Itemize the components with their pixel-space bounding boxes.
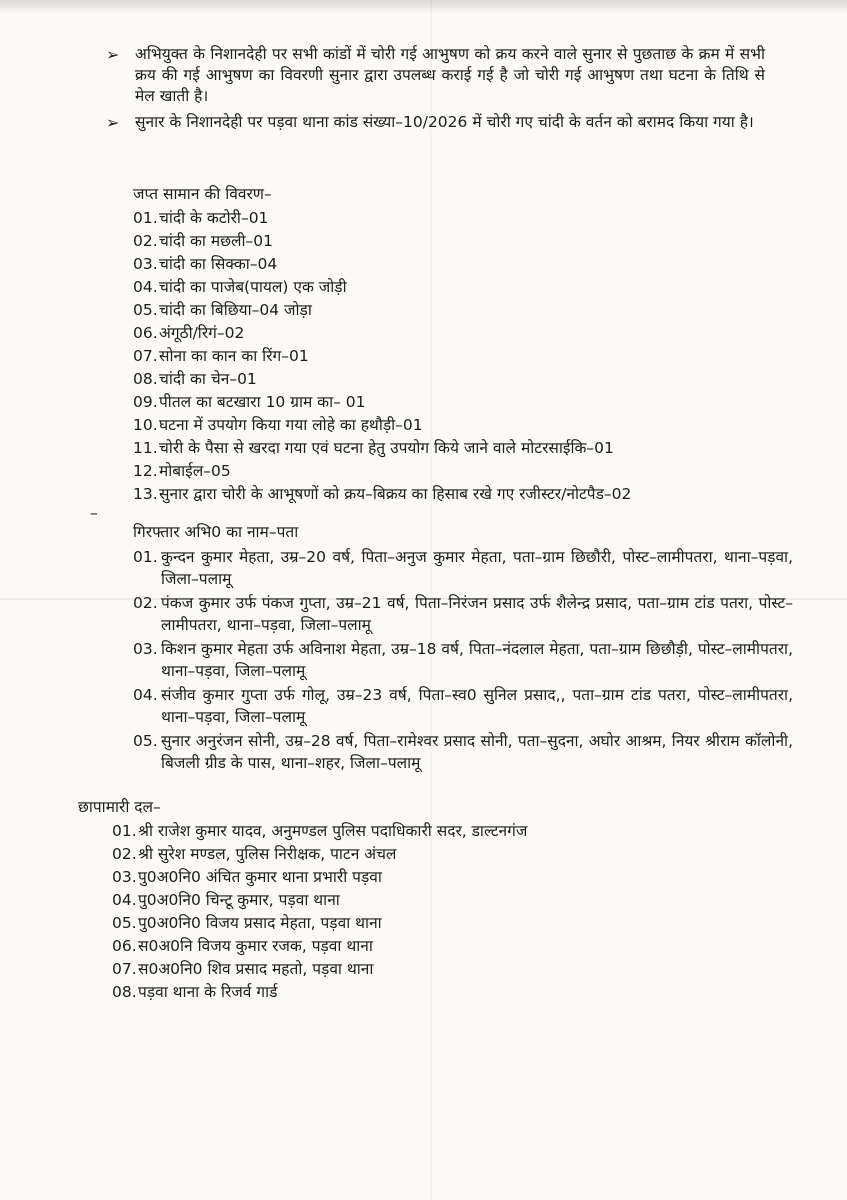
member-number: 03.	[112, 868, 137, 886]
raid-team-heading: छापामारी दल–	[78, 798, 161, 816]
member-text: पु0अ0नि0 अंचित कुमार थाना प्रभारी पड़वा	[138, 868, 382, 886]
item-text: पीतल का बटखारा 10 ग्राम का– 01	[159, 393, 366, 411]
bullet-paragraph-1: अभियुक्त के निशानदेही पर सभी कांडों में चोरी गई आभुषण को क्रय करने वाले सुनार से पुछताछ के क्रम में सभी क्रय की गई आभुषण का विवरणी सुनार द्वारा उपलब्ध कराई गई है जो चोरी गई आभुषण तथा घटना के तिथि से मेल खाती है।	[135, 45, 765, 105]
item-number: 03.	[133, 255, 158, 273]
member-number: 08.	[112, 983, 137, 1001]
member-number: 02.	[112, 845, 137, 863]
item-text: चांदी के कटोरी–01	[159, 209, 269, 227]
item-text: चांदी का पाजेब(पायल) एक जोड़ी	[159, 278, 347, 296]
member-text: स0अ0नि0 शिव प्रसाद महतो, पड़वा थाना	[138, 960, 374, 978]
item-number: 02.	[133, 232, 158, 250]
bullet-paragraph-2: सुनार के निशानदेही पर पड़वा थाना कांड संख्या–10/2026 में चोरी गए चांदी के वर्तन को बरामद किया गया है।	[135, 113, 754, 131]
member-text: पु0अ0नि0 विजय प्रसाद मेहता, पड़वा थाना	[138, 914, 382, 932]
entry-number: 03.	[133, 640, 158, 658]
member-number: 04.	[112, 891, 137, 909]
item-text: सोना का कान का रिंग–01	[159, 347, 309, 365]
member-text: श्री सुरेश मण्डल, पुलिस निरीक्षक, पाटन अंचल	[138, 845, 397, 863]
item-text: सुनार द्वारा चोरी के आभूषणों को क्रय–बिक्रय का हिसाब रखे गए रजीस्टर/नोटपैड–02	[159, 485, 632, 503]
entry-number: 02.	[133, 594, 158, 612]
item-number: 08.	[133, 370, 158, 388]
entry-number: 04.	[133, 686, 158, 704]
member-number: 01.	[112, 822, 137, 840]
entry-text: पंकज कुमार उर्फ पंकज गुप्ता, उम्र–21 वर्ष, पिता–निरंजन प्रसाद उर्फ शैलेन्द्र प्रसाद, पता–ग्राम टांड पतरा, पोस्ट–लामीपतरा, थाना–पड़वा, जिला–पलामू	[161, 594, 793, 634]
member-text: पड़वा थाना के रिजर्व गार्ड	[138, 983, 278, 1001]
item-text: चोरी के पैसा से खरदा गया एवं घटना हेतु उपयोग किये जाने वाले मोटरसाईकि–01	[159, 439, 614, 457]
item-number: 09.	[133, 393, 158, 411]
entry-text: संजीव कुमार गुप्ता उर्फ गोलू, उम्र–23 वर्ष, पिता–स्व0 सुनिल प्रसाद,, पता–ग्राम टांड पतरा, पोस्ट–लामीपतरा, थाना–पड़वा, जिला–पलामू	[161, 686, 793, 726]
item-text: मोबाईल–05	[159, 462, 231, 480]
member-text: पु0अ0नि0 चिन्टू कुमार, पड़वा थाना	[138, 891, 340, 909]
item-text: घटना में उपयोग किया गया लोहे का हथौड़ी–01	[159, 416, 423, 434]
item-number: 04.	[133, 278, 158, 296]
member-text: स0अ0नि विजय कुमार रजक, पड़वा थाना	[138, 937, 373, 955]
member-number: 05.	[112, 914, 137, 932]
entry-text: कुन्दन कुमार मेहता, उम्र–20 वर्ष, पिता–अनुज कुमार मेहता, पता–ग्राम छिछौरी, पोस्ट–लामीपतरा, थाना–पड़वा, जिला–पलामू	[161, 548, 793, 588]
item-text: चांदी का बिछिया–04 जोड़ा	[159, 301, 312, 319]
member-number: 07.	[112, 960, 137, 978]
arrested-heading: गिरफ्तार अभि0 का नाम–पता	[133, 523, 299, 541]
item-text: अंगूठी/रिगं–02	[159, 324, 245, 342]
entry-text: किशन कुमार मेहता उर्फ अविनाश मेहता, उम्र–18 वर्ष, पिता–नंदलाल मेहता, पता–ग्राम छिछौड़ी, पोस्ट–लामीपतरा, थाना–पड़वा, जिला–पलामू	[161, 640, 793, 680]
seized-items-heading: जप्त सामान की विवरण–	[133, 185, 272, 203]
member-number: 06.	[112, 937, 137, 955]
entry-number: 05.	[133, 732, 158, 750]
item-text: चांदी का सिक्का–04	[159, 255, 278, 273]
item-number: 13.	[133, 485, 158, 503]
item-number: 06.	[133, 324, 158, 342]
item-number: 05.	[133, 301, 158, 319]
scan-top-edge	[0, 0, 847, 14]
entry-text: सुनार अनुरंजन सोनी, उम्र–28 वर्ष, पिता–रामेश्वर प्रसाद सोनी, पता–सुदना, अघोर आश्रम, नियर श्रीराम कॉलोनी, बिजली ग्रीड के पास, थाना–शहर, जिला–पलामू	[161, 732, 793, 772]
bullet-arrow-icon: ➢	[106, 45, 120, 64]
item-number: 07.	[133, 347, 158, 365]
item-number: 10.	[133, 416, 158, 434]
item-text: चांदी का चेन–01	[159, 370, 257, 388]
item-text: चांदी का मछली–01	[159, 232, 274, 250]
item-number: 01.	[133, 209, 158, 227]
section-separator: –	[90, 504, 98, 522]
entry-number: 01.	[133, 548, 158, 566]
member-text: श्री राजेश कुमार यादव, अनुमण्डल पुलिस पदाधिकारी सदर, डाल्टनगंज	[138, 822, 528, 840]
item-number: 11.	[133, 439, 158, 457]
item-number: 12.	[133, 462, 158, 480]
bullet-arrow-icon: ➢	[106, 113, 120, 132]
